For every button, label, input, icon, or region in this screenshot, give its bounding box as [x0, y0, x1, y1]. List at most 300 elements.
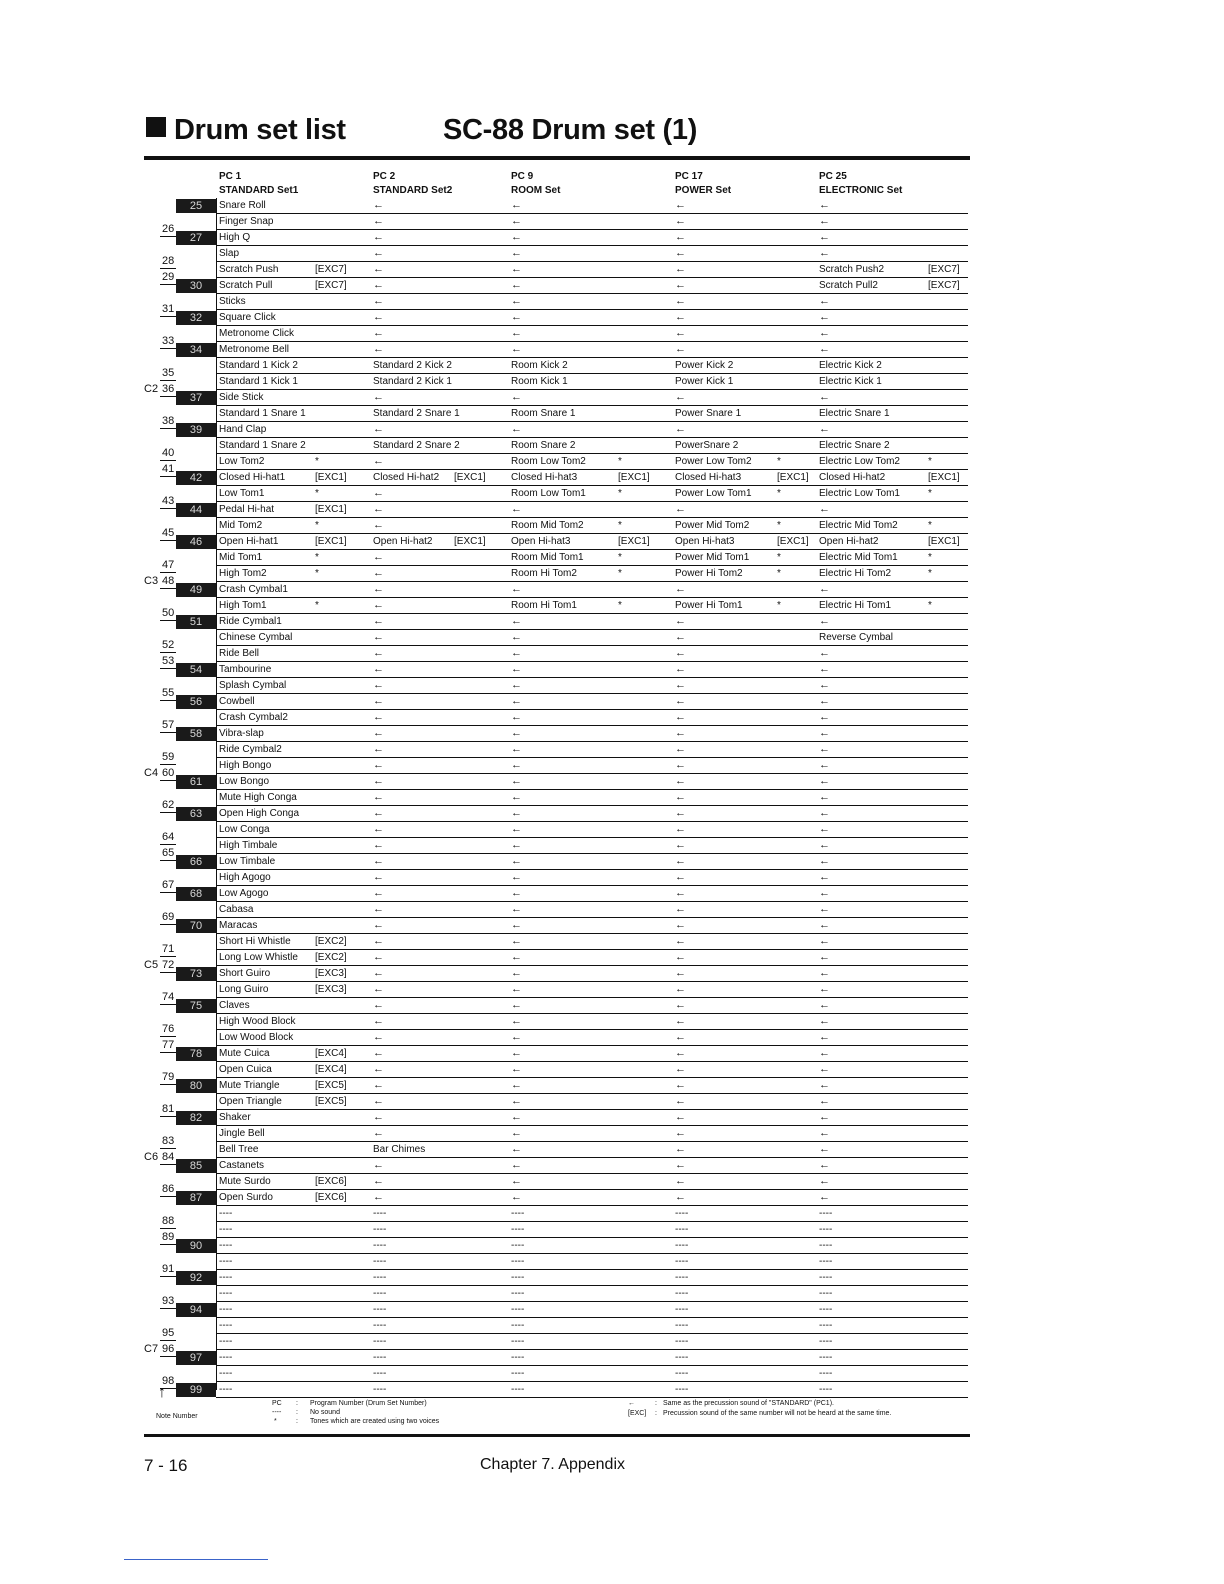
page-number: 7 - 16 [144, 1456, 188, 1475]
black-key: 30 [176, 279, 216, 293]
table-row [216, 1110, 968, 1126]
column-pc: PC 1 [219, 171, 242, 182]
cell-sound-name: ← [373, 679, 384, 691]
cell-sound-name: ← [675, 743, 686, 755]
white-key-divider [160, 460, 176, 461]
cell-sound-name: ← [373, 599, 384, 611]
cell-sound-name: Open Hi-hat1 [219, 536, 279, 547]
column-name: ROOM Set [511, 185, 561, 196]
black-key: 49 [176, 583, 216, 597]
cell-sound-name: ---- [219, 1368, 233, 1379]
cell-sound-name: ← [373, 823, 384, 835]
white-key-number: 59 [162, 751, 175, 763]
cell-sound-name: ← [675, 423, 686, 435]
cell-sound-name: ← [373, 695, 384, 707]
cell-sound-name: ← [511, 1015, 522, 1027]
cell-sound-name: ← [819, 967, 830, 979]
black-key: 58 [176, 727, 216, 741]
cell-sound-name: ← [373, 919, 384, 931]
cell-sound-name: ---- [511, 1384, 525, 1395]
cell-flag: * [928, 456, 932, 467]
cell-sound-name: Short Guiro [219, 968, 271, 979]
white-key-divider [160, 1084, 176, 1085]
table-row [216, 1126, 968, 1142]
table-row [216, 1254, 968, 1270]
page-title-text: Drum set list [174, 114, 346, 146]
white-key-divider [160, 1276, 176, 1277]
legend-symbol: [EXC] [628, 1410, 647, 1417]
cell-sound-name: ← [511, 695, 522, 707]
cell-sound-name: Low Tom2 [219, 456, 265, 467]
cell-sound-name: ← [373, 1095, 384, 1107]
cell-flag: [EXC1] [777, 536, 809, 547]
cell-sound-name: Low Wood Block [219, 1032, 294, 1043]
black-key: 80 [176, 1079, 216, 1093]
white-key-number: 79 [162, 1071, 175, 1083]
cell-sound-name: Scratch Push2 [819, 264, 885, 275]
cell-sound-name: ---- [511, 1256, 525, 1267]
legend-text: Tones which are created using two voices [310, 1418, 440, 1425]
cell-sound-name: Tambourine [219, 664, 272, 675]
cell-sound-name: ← [373, 1159, 384, 1171]
cell-sound-name: Ride Cymbal1 [219, 616, 282, 627]
cell-sound-name: ← [511, 791, 522, 803]
column-name: STANDARD Set1 [219, 185, 299, 196]
black-key: 32 [176, 311, 216, 325]
cell-flag: [EXC1] [618, 536, 650, 547]
white-key-number: 35 [162, 367, 175, 379]
cell-sound-name: Room Mid Tom1 [511, 552, 584, 563]
cell-sound-name: ---- [675, 1336, 689, 1347]
cell-flag: [EXC4] [315, 1064, 347, 1075]
white-key-number: 83 [162, 1135, 175, 1147]
cell-sound-name: ← [373, 903, 384, 915]
cell-flag: * [315, 520, 319, 531]
cell-sound-name: Room Kick 2 [511, 360, 568, 371]
cell-flag: * [928, 600, 932, 611]
cell-sound-name: ← [373, 343, 384, 355]
cell-sound-name: ← [819, 807, 830, 819]
table-row [216, 246, 968, 262]
cell-sound-name: ---- [373, 1240, 387, 1251]
column-pc: PC 17 [675, 171, 703, 182]
cell-sound-name: ← [675, 679, 686, 691]
cell-sound-name: ← [373, 951, 384, 963]
up-arrow-icon: ↑ [158, 1384, 166, 1401]
table-row [216, 1334, 968, 1350]
cell-sound-name: ← [511, 583, 522, 595]
cell-sound-name: ---- [675, 1320, 689, 1331]
cell-sound-name: ← [511, 839, 522, 851]
cell-sound-name: ← [675, 295, 686, 307]
cell-sound-name: ← [511, 215, 522, 227]
cell-sound-name: ← [511, 1175, 522, 1187]
white-key-number: 33 [162, 335, 175, 347]
cell-sound-name: ---- [219, 1352, 233, 1363]
cell-flag: [EXC1] [454, 472, 486, 483]
black-key: 70 [176, 919, 216, 933]
cell-sound-name: Low Tom1 [219, 488, 265, 499]
cell-sound-name: ---- [819, 1368, 833, 1379]
cell-sound-name: Finger Snap [219, 216, 274, 227]
white-key-number: 81 [162, 1103, 175, 1115]
cell-sound-name: Snare Roll [219, 200, 266, 211]
cell-sound-name: ---- [819, 1384, 833, 1395]
cell-sound-name: ← [675, 1047, 686, 1059]
white-key-number: 52 [162, 639, 175, 651]
table-row [216, 550, 968, 566]
cell-sound-name: Standard 2 Snare 2 [373, 440, 460, 451]
cell-sound-name: ← [511, 679, 522, 691]
cell-sound-name: ---- [819, 1304, 833, 1315]
cell-sound-name: ← [373, 311, 384, 323]
cell-sound-name: Electric Kick 1 [819, 376, 882, 387]
black-key: 61 [176, 775, 216, 789]
cell-flag: * [928, 488, 932, 499]
cell-sound-name: ---- [675, 1304, 689, 1315]
cell-sound-name: ← [819, 999, 830, 1011]
cell-sound-name: Power Hi Tom1 [675, 600, 743, 611]
cell-flag: [EXC3] [315, 968, 347, 979]
cell-sound-name: ← [675, 231, 686, 243]
cell-sound-name: ← [675, 1095, 686, 1107]
cell-sound-name: ← [675, 823, 686, 835]
cell-sound-name: ← [675, 775, 686, 787]
white-key-number: 55 [162, 687, 175, 699]
cell-sound-name: ← [511, 711, 522, 723]
cell-sound-name: Metronome Click [219, 328, 295, 339]
cell-sound-name: Electric Hi Tom1 [819, 600, 892, 611]
cell-sound-name: Closed Hi-hat3 [675, 472, 742, 483]
cell-sound-name: ---- [819, 1208, 833, 1219]
cell-sound-name: ---- [219, 1304, 233, 1315]
cell-sound-name: ← [511, 807, 522, 819]
cell-sound-name: ← [675, 1079, 686, 1091]
cell-sound-name: ← [373, 423, 384, 435]
cell-sound-name: ← [819, 919, 830, 931]
cell-sound-name: Room Hi Tom1 [511, 600, 577, 611]
table-row [216, 806, 968, 822]
cell-sound-name: ← [819, 1015, 830, 1027]
cell-sound-name: ← [819, 839, 830, 851]
table-row [216, 1382, 968, 1398]
white-key-divider [160, 476, 176, 477]
white-key-divider [160, 316, 176, 317]
cell-sound-name: Short Hi Whistle [219, 936, 291, 947]
cell-sound-name: Room Kick 1 [511, 376, 568, 387]
cell-sound-name: Splash Cymbal [219, 680, 287, 691]
cell-sound-name: ← [511, 983, 522, 995]
cell-sound-name: Room Hi Tom2 [511, 568, 577, 579]
white-key-divider [160, 860, 176, 861]
white-key-divider [160, 892, 176, 893]
white-key-divider [160, 1308, 176, 1309]
page-subtitle: SC-88 Drum set (1) [443, 114, 698, 146]
cell-sound-name: ---- [219, 1240, 233, 1251]
black-key: 66 [176, 855, 216, 869]
cell-sound-name: ← [675, 695, 686, 707]
white-key-number: 72 [162, 959, 175, 971]
cell-sound-name: Standard 1 Kick 1 [219, 376, 298, 387]
legend-symbol: * [274, 1418, 277, 1425]
white-key-number: 96 [162, 1343, 175, 1355]
cell-sound-name: Room Low Tom1 [511, 488, 586, 499]
cell-flag: * [777, 488, 781, 499]
white-key-number: 28 [162, 255, 175, 267]
cell-flag: [EXC1] [454, 536, 486, 547]
cell-sound-name: ---- [219, 1320, 233, 1331]
cell-sound-name: High Timbale [219, 840, 278, 851]
black-key: 99 [176, 1383, 216, 1397]
table-row [216, 774, 968, 790]
white-key-number: 88 [162, 1215, 175, 1227]
cell-sound-name: ← [819, 1175, 830, 1187]
white-key-number: 26 [162, 223, 175, 235]
cell-sound-name: ← [373, 647, 384, 659]
cell-sound-name: ← [373, 231, 384, 243]
cell-sound-name: ← [675, 327, 686, 339]
white-key-number: 31 [162, 303, 175, 315]
cell-sound-name: High Wood Block [219, 1016, 296, 1027]
cell-flag: * [777, 552, 781, 563]
cell-sound-name: ← [511, 1159, 522, 1171]
cell-sound-name: Power Mid Tom1 [675, 552, 750, 563]
octave-label: C3 [144, 575, 159, 587]
cell-sound-name: ← [675, 1159, 686, 1171]
cell-sound-name: ← [675, 199, 686, 211]
cell-sound-name: ← [511, 903, 522, 915]
chapter-label: Chapter 7. Appendix [480, 1456, 625, 1473]
cell-sound-name: ← [819, 887, 830, 899]
table-row [216, 1222, 968, 1238]
cell-sound-name: Shaker [219, 1112, 251, 1123]
cell-sound-name: Low Timbale [219, 856, 276, 867]
cell-sound-name: ---- [373, 1272, 387, 1283]
cell-sound-name: Open Cuica [219, 1064, 272, 1075]
table-row [216, 470, 968, 486]
table-row [216, 566, 968, 582]
cell-sound-name: ← [675, 647, 686, 659]
cell-sound-name: ← [819, 711, 830, 723]
table-row [216, 1350, 968, 1366]
white-key-number: 47 [162, 559, 175, 571]
cell-sound-name: ← [819, 1111, 830, 1123]
cell-flag: [EXC2] [315, 936, 347, 947]
cell-sound-name: ← [819, 935, 830, 947]
table-row [216, 1174, 968, 1190]
white-key-number: 98 [162, 1375, 175, 1387]
cell-sound-name: ← [373, 551, 384, 563]
cell-sound-name: ← [511, 967, 522, 979]
white-key-number: 48 [162, 575, 175, 587]
cell-sound-name: ---- [819, 1256, 833, 1267]
cell-flag: [EXC1] [315, 472, 347, 483]
cell-sound-name: Mute Cuica [219, 1048, 270, 1059]
cell-sound-name: Electric Mid Tom1 [819, 552, 898, 563]
white-key-number: 71 [162, 943, 175, 955]
cell-sound-name: Long Low Whistle [219, 952, 298, 963]
table-row [216, 1014, 968, 1030]
cell-sound-name: Open Triangle [219, 1096, 282, 1107]
cell-sound-name: Crash Cymbal1 [219, 584, 288, 595]
cell-sound-name: ← [511, 1095, 522, 1107]
cell-sound-name: ← [511, 1111, 522, 1123]
table-row [216, 870, 968, 886]
white-key-divider [160, 1228, 176, 1229]
cell-sound-name: Standard 2 Kick 1 [373, 376, 452, 387]
cell-sound-name: Electric Mid Tom2 [819, 520, 898, 531]
cell-sound-name: ← [373, 727, 384, 739]
white-key-divider [160, 508, 176, 509]
cell-sound-name: ← [819, 983, 830, 995]
white-key-divider [160, 1196, 176, 1197]
cell-flag: * [315, 552, 319, 563]
cell-sound-name: ← [675, 1063, 686, 1075]
cell-sound-name: ← [373, 279, 384, 291]
cell-sound-name: ---- [675, 1240, 689, 1251]
cell-sound-name: Bell Tree [219, 1144, 259, 1155]
cell-sound-name: Mid Tom1 [219, 552, 263, 563]
cell-sound-name: ← [675, 887, 686, 899]
white-key-number: 91 [162, 1263, 175, 1275]
cell-sound-name: Closed Hi-hat3 [511, 472, 578, 483]
cell-sound-name: Power Kick 2 [675, 360, 734, 371]
table-row [216, 1078, 968, 1094]
table-row [216, 742, 968, 758]
legend-symbol: ---- [272, 1409, 282, 1416]
cell-flag: * [315, 488, 319, 499]
white-key-number: 95 [162, 1327, 175, 1339]
cell-sound-name: ---- [373, 1208, 387, 1219]
cell-sound-name: ---- [819, 1224, 833, 1235]
cell-flag: [EXC5] [315, 1080, 347, 1091]
cell-sound-name: ← [373, 967, 384, 979]
cell-sound-name: Closed Hi-hat2 [819, 472, 886, 483]
table-row [216, 1366, 968, 1382]
table-row [216, 518, 968, 534]
black-key: 39 [176, 423, 216, 437]
table-row [216, 1046, 968, 1062]
cell-sound-name: ← [373, 1031, 384, 1043]
cell-flag: * [777, 568, 781, 579]
cell-flag: [EXC7] [928, 264, 960, 275]
cell-sound-name: ---- [819, 1240, 833, 1251]
cell-sound-name: Electric Low Tom2 [819, 456, 900, 467]
cell-sound-name: Castanets [219, 1160, 265, 1171]
cell-sound-name: Standard 2 Kick 2 [373, 360, 452, 371]
column-pc: PC 9 [511, 171, 534, 182]
cell-sound-name: ← [373, 663, 384, 675]
cell-flag: [EXC1] [928, 536, 960, 547]
cell-flag: [EXC3] [315, 984, 347, 995]
white-key-divider [160, 428, 176, 429]
cell-sound-name: ---- [373, 1336, 387, 1347]
cell-sound-name: ← [511, 855, 522, 867]
cell-sound-name: ---- [675, 1272, 689, 1283]
cell-sound-name: ---- [511, 1208, 525, 1219]
cell-flag: * [928, 552, 932, 563]
legend-right [628, 1399, 958, 1419]
cell-sound-name: Low Agogo [219, 888, 269, 899]
white-key-number: 67 [162, 879, 175, 891]
cell-sound-name: Jingle Bell [219, 1128, 265, 1139]
white-key-divider [160, 924, 176, 925]
white-key-divider [160, 572, 176, 573]
table-row [216, 902, 968, 918]
cell-sound-name: ---- [675, 1368, 689, 1379]
cell-sound-name: ← [819, 423, 830, 435]
cell-sound-name: ← [819, 615, 830, 627]
column-header-1 [219, 170, 298, 198]
column-name: ELECTRONIC Set [819, 185, 903, 196]
cell-sound-name: ---- [219, 1272, 233, 1283]
table-row [216, 934, 968, 950]
white-key-number: 45 [162, 527, 175, 539]
cell-sound-name: Power Snare 1 [675, 408, 742, 419]
cell-sound-name: ← [373, 1063, 384, 1075]
cell-sound-name: ← [675, 967, 686, 979]
cell-sound-name: ← [819, 311, 830, 323]
white-key-divider [160, 284, 176, 285]
cell-sound-name: ← [675, 343, 686, 355]
cell-sound-name: PowerSnare 2 [675, 440, 739, 451]
cell-sound-name: ← [675, 919, 686, 931]
cell-sound-name: ← [511, 295, 522, 307]
cell-sound-name: Standard 1 Snare 2 [219, 440, 306, 451]
cell-sound-name: ← [373, 871, 384, 883]
white-key-number: 36 [162, 383, 175, 395]
octave-label: C5 [144, 959, 159, 971]
black-key: 37 [176, 391, 216, 405]
legend-text: No sound [310, 1409, 340, 1416]
cell-sound-name: ← [675, 391, 686, 403]
white-key-number: 53 [162, 655, 175, 667]
white-key-number: 86 [162, 1183, 175, 1195]
cell-flag: [EXC5] [315, 1096, 347, 1107]
cell-sound-name: ---- [511, 1320, 525, 1331]
table-row [216, 630, 968, 646]
table-row [216, 406, 968, 422]
cell-sound-name: ← [373, 1047, 384, 1059]
black-key: 73 [176, 967, 216, 981]
cell-sound-name: Power Low Tom1 [675, 488, 752, 499]
cell-sound-name: ← [511, 1031, 522, 1043]
top-rule [144, 156, 970, 160]
cell-sound-name: ← [373, 1191, 384, 1203]
table-row [216, 678, 968, 694]
cell-sound-name: ← [373, 999, 384, 1011]
table-row [216, 726, 968, 742]
cell-sound-name: ← [675, 279, 686, 291]
black-key: 44 [176, 503, 216, 517]
cell-sound-name: ← [819, 199, 830, 211]
cell-sound-name: ← [819, 647, 830, 659]
cell-sound-name: ← [373, 887, 384, 899]
legend-text: Program Number (Drum Set Number) [310, 1400, 427, 1407]
black-key: 85 [176, 1159, 216, 1173]
cell-sound-name: ← [511, 1047, 522, 1059]
cell-sound-name: ← [819, 247, 830, 259]
cell-sound-name: ---- [675, 1352, 689, 1363]
cell-sound-name: ← [675, 1191, 686, 1203]
cell-sound-name: ← [511, 775, 522, 787]
cell-sound-name: High Q [219, 232, 251, 243]
table-row [216, 374, 968, 390]
white-key-divider [160, 732, 176, 733]
table-row [216, 342, 968, 358]
cell-sound-name: Mute Triangle [219, 1080, 280, 1091]
white-key-number: 38 [162, 415, 175, 427]
